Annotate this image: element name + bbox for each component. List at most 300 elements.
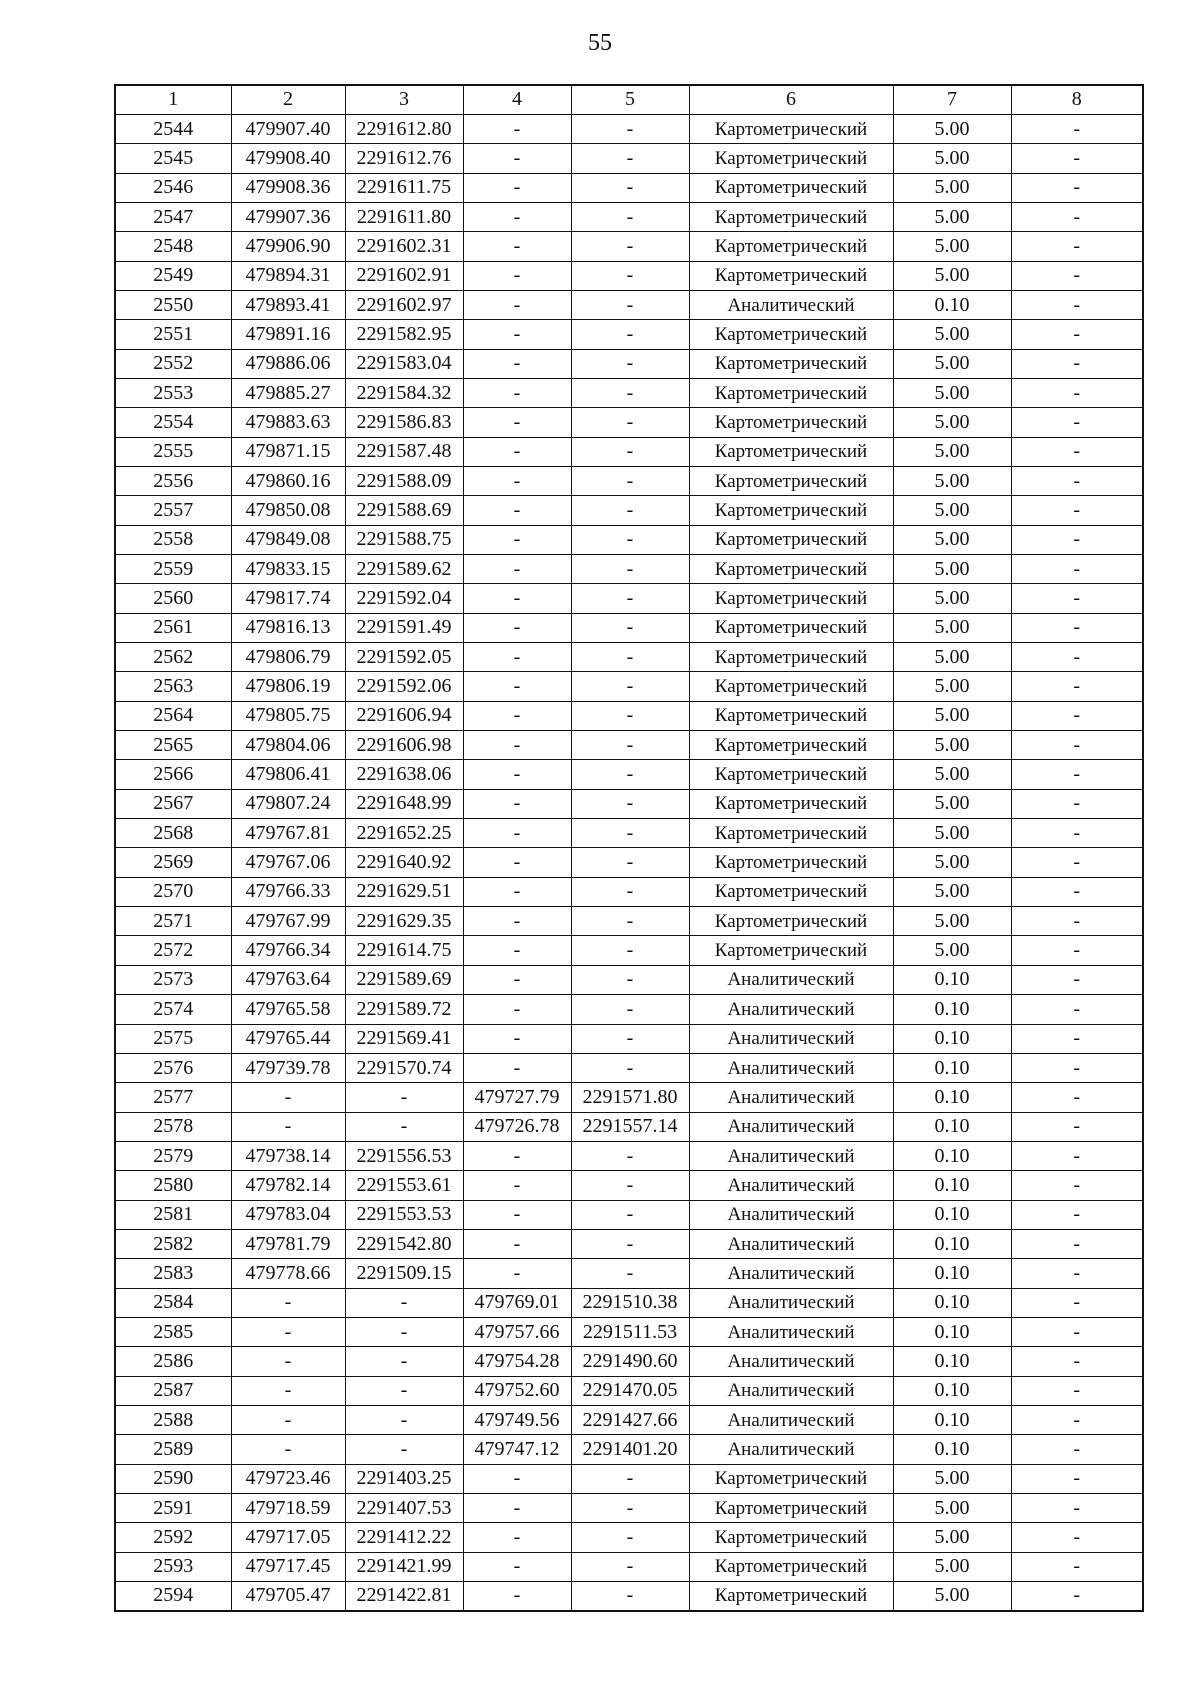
point-number-cell: 2572: [115, 936, 231, 965]
y-coordinate-alt-cell: -: [571, 408, 689, 437]
point-number-cell: 2547: [115, 202, 231, 231]
point-number-cell: 2561: [115, 613, 231, 642]
y-coordinate-cell: 2291553.61: [345, 1171, 463, 1200]
y-coordinate-alt-cell: -: [571, 496, 689, 525]
method-cell: Аналитический: [689, 1259, 893, 1288]
accuracy-cell: 0.10: [893, 1112, 1011, 1141]
x-coordinate-cell: 479767.81: [231, 819, 345, 848]
accuracy-cell: 5.00: [893, 349, 1011, 378]
method-cell: Картометрический: [689, 555, 893, 584]
method-cell: Картометрический: [689, 202, 893, 231]
y-coordinate-cell: 2291583.04: [345, 349, 463, 378]
x-coordinate-cell: 479860.16: [231, 466, 345, 495]
accuracy-cell: 5.00: [893, 232, 1011, 261]
description-cell: -: [1011, 613, 1143, 642]
y-coordinate-alt-cell: -: [571, 202, 689, 231]
accuracy-cell: 5.00: [893, 1494, 1011, 1523]
y-coordinate-alt-cell: -: [571, 965, 689, 994]
accuracy-cell: 0.10: [893, 1347, 1011, 1376]
y-coordinate-alt-cell: -: [571, 643, 689, 672]
table-row: [115, 1200, 1143, 1229]
x-coordinate-alt-cell: -: [463, 672, 571, 701]
accuracy-cell: 0.10: [893, 1024, 1011, 1053]
y-coordinate-alt-cell: -: [571, 1171, 689, 1200]
table-row: [115, 936, 1143, 965]
x-coordinate-cell: 479806.79: [231, 643, 345, 672]
point-number-cell: 2583: [115, 1259, 231, 1288]
table-row: [115, 613, 1143, 642]
method-cell: Аналитический: [689, 1229, 893, 1258]
x-coordinate-alt-cell: 479726.78: [463, 1112, 571, 1141]
table-header: [115, 85, 1143, 114]
method-cell: Картометрический: [689, 114, 893, 143]
point-number-cell: 2594: [115, 1582, 231, 1611]
description-cell: -: [1011, 408, 1143, 437]
y-coordinate-alt-cell: 2291557.14: [571, 1112, 689, 1141]
x-coordinate-cell: -: [231, 1317, 345, 1346]
x-coordinate-alt-cell: -: [463, 1171, 571, 1200]
x-coordinate-alt-cell: -: [463, 408, 571, 437]
method-cell: Картометрический: [689, 320, 893, 349]
point-number-cell: 2580: [115, 1171, 231, 1200]
accuracy-cell: 5.00: [893, 555, 1011, 584]
method-cell: Картометрический: [689, 731, 893, 760]
description-cell: -: [1011, 848, 1143, 877]
point-number-cell: 2571: [115, 907, 231, 936]
accuracy-cell: 5.00: [893, 525, 1011, 554]
table-row: [115, 1112, 1143, 1141]
description-cell: -: [1011, 1582, 1143, 1611]
x-coordinate-alt-cell: -: [463, 584, 571, 613]
y-coordinate-cell: 2291652.25: [345, 819, 463, 848]
description-cell: -: [1011, 1053, 1143, 1082]
point-number-cell: 2592: [115, 1523, 231, 1552]
table-row: [115, 232, 1143, 261]
x-coordinate-cell: 479804.06: [231, 731, 345, 760]
method-cell: Аналитический: [689, 1200, 893, 1229]
description-cell: -: [1011, 1494, 1143, 1523]
description-cell: -: [1011, 995, 1143, 1024]
x-coordinate-alt-cell: -: [463, 261, 571, 290]
y-coordinate-alt-cell: 2291470.05: [571, 1376, 689, 1405]
table-row: [115, 1405, 1143, 1434]
x-coordinate-alt-cell: -: [463, 936, 571, 965]
column-header-7: 7: [893, 85, 1011, 114]
y-coordinate-cell: 2291589.62: [345, 555, 463, 584]
table-row: [115, 1347, 1143, 1376]
method-cell: Аналитический: [689, 1053, 893, 1082]
y-coordinate-cell: 2291612.80: [345, 114, 463, 143]
y-coordinate-cell: 2291556.53: [345, 1141, 463, 1170]
accuracy-cell: 5.00: [893, 378, 1011, 407]
point-number-cell: 2574: [115, 995, 231, 1024]
point-number-cell: 2549: [115, 261, 231, 290]
x-coordinate-alt-cell: -: [463, 1024, 571, 1053]
y-coordinate-alt-cell: -: [571, 349, 689, 378]
y-coordinate-cell: 2291589.72: [345, 995, 463, 1024]
y-coordinate-alt-cell: -: [571, 701, 689, 730]
accuracy-cell: 0.10: [893, 1405, 1011, 1434]
accuracy-cell: 5.00: [893, 496, 1011, 525]
accuracy-cell: 5.00: [893, 1464, 1011, 1493]
point-number-cell: 2557: [115, 496, 231, 525]
x-coordinate-cell: 479806.19: [231, 672, 345, 701]
description-cell: -: [1011, 936, 1143, 965]
description-cell: -: [1011, 1288, 1143, 1317]
table-row: [115, 789, 1143, 818]
method-cell: Картометрический: [689, 1523, 893, 1552]
x-coordinate-alt-cell: 479727.79: [463, 1083, 571, 1112]
point-number-cell: 2568: [115, 819, 231, 848]
x-coordinate-cell: 479767.06: [231, 848, 345, 877]
method-cell: Картометрический: [689, 819, 893, 848]
table-row: [115, 144, 1143, 173]
y-coordinate-cell: 2291648.99: [345, 789, 463, 818]
x-coordinate-alt-cell: -: [463, 965, 571, 994]
table-row: [115, 907, 1143, 936]
table-row: [115, 1317, 1143, 1346]
point-number-cell: 2545: [115, 144, 231, 173]
y-coordinate-cell: 2291509.15: [345, 1259, 463, 1288]
description-cell: -: [1011, 643, 1143, 672]
x-coordinate-cell: 479908.40: [231, 144, 345, 173]
description-cell: -: [1011, 819, 1143, 848]
accuracy-cell: 5.00: [893, 848, 1011, 877]
y-coordinate-alt-cell: -: [571, 877, 689, 906]
y-coordinate-cell: 2291638.06: [345, 760, 463, 789]
y-coordinate-alt-cell: 2291511.53: [571, 1317, 689, 1346]
point-number-cell: 2582: [115, 1229, 231, 1258]
y-coordinate-alt-cell: -: [571, 114, 689, 143]
point-number-cell: 2590: [115, 1464, 231, 1493]
method-cell: Картометрический: [689, 1552, 893, 1581]
x-coordinate-alt-cell: 479752.60: [463, 1376, 571, 1405]
description-cell: -: [1011, 496, 1143, 525]
y-coordinate-cell: -: [345, 1376, 463, 1405]
method-cell: Картометрический: [689, 144, 893, 173]
x-coordinate-alt-cell: -: [463, 114, 571, 143]
description-cell: -: [1011, 290, 1143, 319]
description-cell: -: [1011, 1552, 1143, 1581]
y-coordinate-cell: 2291587.48: [345, 437, 463, 466]
description-cell: -: [1011, 789, 1143, 818]
description-cell: -: [1011, 1405, 1143, 1434]
column-header-2: 2: [231, 85, 345, 114]
x-coordinate-alt-cell: -: [463, 1259, 571, 1288]
y-coordinate-alt-cell: -: [571, 613, 689, 642]
y-coordinate-cell: 2291403.25: [345, 1464, 463, 1493]
x-coordinate-alt-cell: -: [463, 1582, 571, 1611]
x-coordinate-cell: 479765.58: [231, 995, 345, 1024]
y-coordinate-alt-cell: -: [571, 819, 689, 848]
description-cell: -: [1011, 965, 1143, 994]
column-header-8: 8: [1011, 85, 1143, 114]
point-number-cell: 2573: [115, 965, 231, 994]
description-cell: -: [1011, 1376, 1143, 1405]
description-cell: -: [1011, 202, 1143, 231]
method-cell: Аналитический: [689, 1083, 893, 1112]
point-number-cell: 2560: [115, 584, 231, 613]
method-cell: Картометрический: [689, 672, 893, 701]
x-coordinate-cell: 479908.36: [231, 173, 345, 202]
table-row: [115, 1288, 1143, 1317]
description-cell: -: [1011, 320, 1143, 349]
point-number-cell: 2593: [115, 1552, 231, 1581]
accuracy-cell: 0.10: [893, 965, 1011, 994]
description-cell: -: [1011, 261, 1143, 290]
method-cell: Картометрический: [689, 525, 893, 554]
x-coordinate-alt-cell: -: [463, 1523, 571, 1552]
table-row: [115, 349, 1143, 378]
x-coordinate-alt-cell: -: [463, 555, 571, 584]
x-coordinate-alt-cell: -: [463, 1552, 571, 1581]
point-number-cell: 2559: [115, 555, 231, 584]
table-row: [115, 437, 1143, 466]
y-coordinate-cell: 2291614.75: [345, 936, 463, 965]
page-number: 55: [588, 30, 612, 56]
x-coordinate-cell: 479891.16: [231, 320, 345, 349]
accuracy-cell: 5.00: [893, 936, 1011, 965]
x-coordinate-alt-cell: -: [463, 202, 571, 231]
x-coordinate-cell: 479907.40: [231, 114, 345, 143]
y-coordinate-cell: 2291602.91: [345, 261, 463, 290]
table-row: [115, 848, 1143, 877]
y-coordinate-alt-cell: -: [571, 1141, 689, 1170]
table-row: [115, 320, 1143, 349]
accuracy-cell: 5.00: [893, 701, 1011, 730]
x-coordinate-alt-cell: -: [463, 643, 571, 672]
accuracy-cell: 5.00: [893, 261, 1011, 290]
table-row: [115, 466, 1143, 495]
column-header-1: 1: [115, 85, 231, 114]
point-number-cell: 2585: [115, 1317, 231, 1346]
point-number-cell: 2588: [115, 1405, 231, 1434]
x-coordinate-alt-cell: -: [463, 1053, 571, 1082]
description-cell: -: [1011, 1464, 1143, 1493]
x-coordinate-cell: 479723.46: [231, 1464, 345, 1493]
x-coordinate-cell: -: [231, 1112, 345, 1141]
y-coordinate-alt-cell: -: [571, 584, 689, 613]
y-coordinate-cell: -: [345, 1317, 463, 1346]
y-coordinate-alt-cell: -: [571, 320, 689, 349]
y-coordinate-cell: 2291407.53: [345, 1494, 463, 1523]
header-row: [115, 85, 1143, 114]
method-cell: Картометрический: [689, 232, 893, 261]
table-row: [115, 877, 1143, 906]
point-number-cell: 2577: [115, 1083, 231, 1112]
description-cell: -: [1011, 701, 1143, 730]
table-row: [115, 1464, 1143, 1493]
y-coordinate-cell: -: [345, 1347, 463, 1376]
method-cell: Картометрический: [689, 877, 893, 906]
y-coordinate-cell: 2291582.95: [345, 320, 463, 349]
description-cell: -: [1011, 1229, 1143, 1258]
point-number-cell: 2581: [115, 1200, 231, 1229]
description-cell: -: [1011, 144, 1143, 173]
x-coordinate-cell: 479849.08: [231, 525, 345, 554]
method-cell: Картометрический: [689, 760, 893, 789]
y-coordinate-cell: -: [345, 1083, 463, 1112]
accuracy-cell: 5.00: [893, 819, 1011, 848]
y-coordinate-cell: 2291591.49: [345, 613, 463, 642]
table-row: [115, 731, 1143, 760]
x-coordinate-alt-cell: -: [463, 995, 571, 1024]
x-coordinate-cell: -: [231, 1347, 345, 1376]
x-coordinate-alt-cell: -: [463, 1141, 571, 1170]
table-body: [115, 114, 1143, 1611]
method-cell: Картометрический: [689, 261, 893, 290]
description-cell: -: [1011, 1435, 1143, 1464]
accuracy-cell: 5.00: [893, 877, 1011, 906]
description-cell: -: [1011, 232, 1143, 261]
y-coordinate-cell: -: [345, 1435, 463, 1464]
y-coordinate-cell: 2291602.97: [345, 290, 463, 319]
accuracy-cell: 0.10: [893, 1288, 1011, 1317]
x-coordinate-cell: -: [231, 1288, 345, 1317]
point-number-cell: 2544: [115, 114, 231, 143]
x-coordinate-cell: -: [231, 1405, 345, 1434]
accuracy-cell: 0.10: [893, 995, 1011, 1024]
accuracy-cell: 0.10: [893, 1259, 1011, 1288]
description-cell: -: [1011, 555, 1143, 584]
description-cell: -: [1011, 877, 1143, 906]
table-row: [115, 584, 1143, 613]
method-cell: Картометрический: [689, 1582, 893, 1611]
method-cell: Аналитический: [689, 1435, 893, 1464]
y-coordinate-cell: 2291422.81: [345, 1582, 463, 1611]
method-cell: Аналитический: [689, 1141, 893, 1170]
description-cell: -: [1011, 1171, 1143, 1200]
x-coordinate-cell: 479871.15: [231, 437, 345, 466]
accuracy-cell: 0.10: [893, 1229, 1011, 1258]
y-coordinate-cell: 2291606.98: [345, 731, 463, 760]
x-coordinate-alt-cell: 479747.12: [463, 1435, 571, 1464]
table-row: [115, 525, 1143, 554]
description-cell: -: [1011, 466, 1143, 495]
description-cell: -: [1011, 1200, 1143, 1229]
y-coordinate-alt-cell: -: [571, 760, 689, 789]
y-coordinate-cell: 2291606.94: [345, 701, 463, 730]
x-coordinate-alt-cell: -: [463, 819, 571, 848]
x-coordinate-cell: 479778.66: [231, 1259, 345, 1288]
x-coordinate-alt-cell: -: [463, 789, 571, 818]
table-row: [115, 378, 1143, 407]
y-coordinate-alt-cell: 2291490.60: [571, 1347, 689, 1376]
y-coordinate-cell: 2291592.04: [345, 584, 463, 613]
table-row: [115, 1552, 1143, 1581]
accuracy-cell: 5.00: [893, 907, 1011, 936]
y-coordinate-alt-cell: -: [571, 1464, 689, 1493]
method-cell: Аналитический: [689, 1112, 893, 1141]
table-row: [115, 1582, 1143, 1611]
x-coordinate-alt-cell: -: [463, 701, 571, 730]
accuracy-cell: 0.10: [893, 1376, 1011, 1405]
accuracy-cell: 5.00: [893, 173, 1011, 202]
description-cell: -: [1011, 114, 1143, 143]
point-number-cell: 2555: [115, 437, 231, 466]
point-number-cell: 2578: [115, 1112, 231, 1141]
method-cell: Картометрический: [689, 848, 893, 877]
y-coordinate-alt-cell: -: [571, 1229, 689, 1258]
point-number-cell: 2564: [115, 701, 231, 730]
x-coordinate-alt-cell: -: [463, 907, 571, 936]
point-number-cell: 2563: [115, 672, 231, 701]
point-number-cell: 2579: [115, 1141, 231, 1170]
y-coordinate-cell: 2291629.35: [345, 907, 463, 936]
x-coordinate-alt-cell: -: [463, 613, 571, 642]
x-coordinate-cell: 479763.64: [231, 965, 345, 994]
x-coordinate-alt-cell: -: [463, 144, 571, 173]
accuracy-cell: 5.00: [893, 1552, 1011, 1581]
x-coordinate-cell: 479883.63: [231, 408, 345, 437]
x-coordinate-alt-cell: -: [463, 320, 571, 349]
y-coordinate-alt-cell: -: [571, 1259, 689, 1288]
x-coordinate-alt-cell: -: [463, 290, 571, 319]
description-cell: -: [1011, 349, 1143, 378]
table-row: [115, 1024, 1143, 1053]
point-number-cell: 2552: [115, 349, 231, 378]
point-number-cell: 2553: [115, 378, 231, 407]
method-cell: Картометрический: [689, 907, 893, 936]
accuracy-cell: 0.10: [893, 1171, 1011, 1200]
method-cell: Аналитический: [689, 1405, 893, 1434]
x-coordinate-alt-cell: -: [463, 1229, 571, 1258]
x-coordinate-cell: 479906.90: [231, 232, 345, 261]
coordinates-table: [114, 84, 1144, 1612]
y-coordinate-alt-cell: -: [571, 290, 689, 319]
y-coordinate-alt-cell: -: [571, 144, 689, 173]
table-row: [115, 1376, 1143, 1405]
table-row: [115, 1494, 1143, 1523]
method-cell: Картометрический: [689, 643, 893, 672]
y-coordinate-alt-cell: -: [571, 1552, 689, 1581]
description-cell: -: [1011, 1083, 1143, 1112]
accuracy-cell: 5.00: [893, 1523, 1011, 1552]
y-coordinate-alt-cell: -: [571, 848, 689, 877]
table-row: [115, 701, 1143, 730]
x-coordinate-alt-cell: -: [463, 173, 571, 202]
x-coordinate-alt-cell: -: [463, 378, 571, 407]
y-coordinate-cell: -: [345, 1288, 463, 1317]
x-coordinate-cell: 479850.08: [231, 496, 345, 525]
y-coordinate-alt-cell: -: [571, 995, 689, 1024]
description-cell: -: [1011, 437, 1143, 466]
x-coordinate-cell: -: [231, 1435, 345, 1464]
y-coordinate-cell: 2291553.53: [345, 1200, 463, 1229]
method-cell: Картометрический: [689, 584, 893, 613]
y-coordinate-cell: 2291586.83: [345, 408, 463, 437]
y-coordinate-alt-cell: -: [571, 437, 689, 466]
table-row: [115, 1229, 1143, 1258]
point-number-cell: 2566: [115, 760, 231, 789]
y-coordinate-alt-cell: 2291401.20: [571, 1435, 689, 1464]
table-row: [115, 1141, 1143, 1170]
table-row: [115, 643, 1143, 672]
y-coordinate-alt-cell: 2291427.66: [571, 1405, 689, 1434]
y-coordinate-cell: 2291588.09: [345, 466, 463, 495]
x-coordinate-cell: 479782.14: [231, 1171, 345, 1200]
x-coordinate-alt-cell: -: [463, 496, 571, 525]
point-number-cell: 2586: [115, 1347, 231, 1376]
description-cell: -: [1011, 672, 1143, 701]
point-number-cell: 2584: [115, 1288, 231, 1317]
y-coordinate-cell: 2291569.41: [345, 1024, 463, 1053]
x-coordinate-cell: 479739.78: [231, 1053, 345, 1082]
table-row: [115, 555, 1143, 584]
method-cell: Картометрический: [689, 613, 893, 642]
point-number-cell: 2556: [115, 466, 231, 495]
point-number-cell: 2570: [115, 877, 231, 906]
